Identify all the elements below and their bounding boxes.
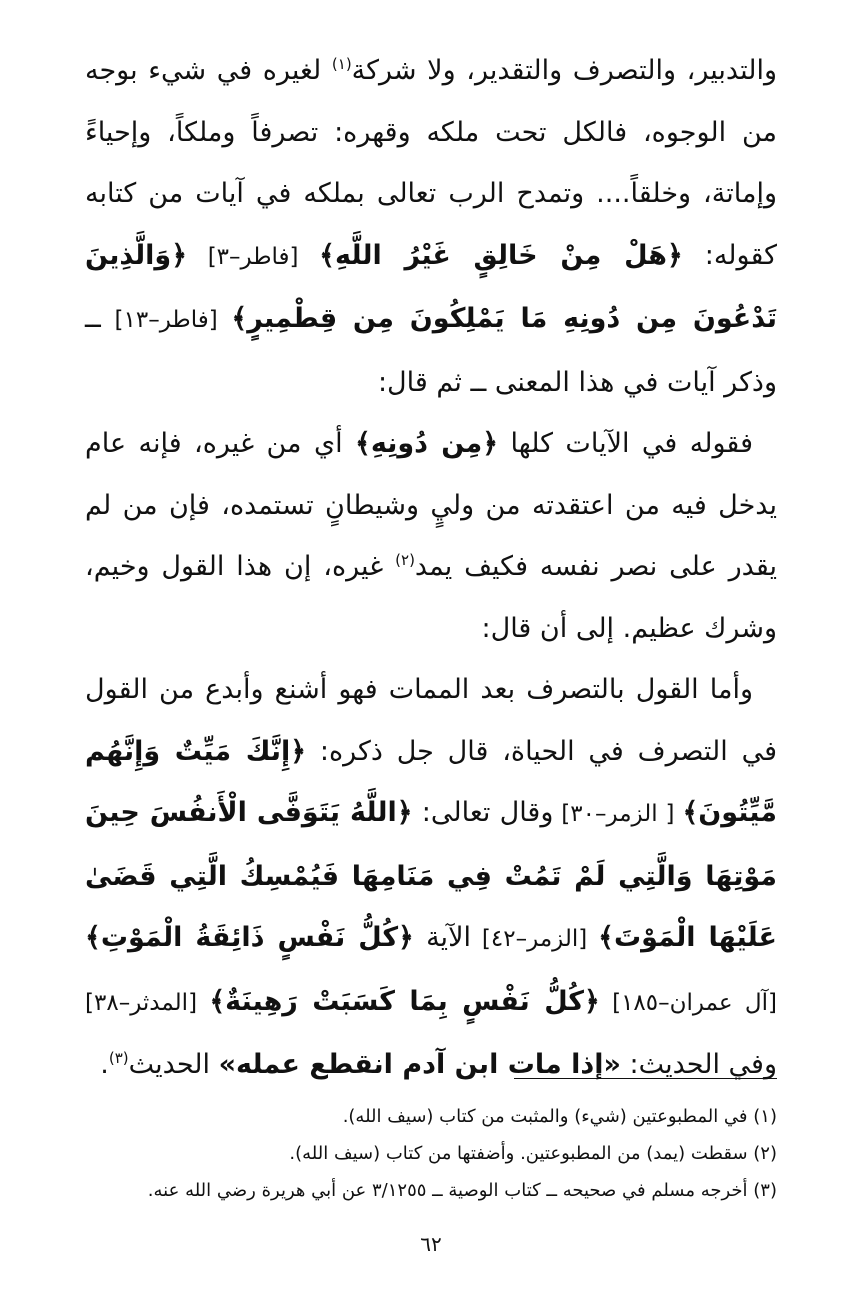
quran-verse: ﴿وَالَّذِينَ تَدْعُونَ مِن دُونِهِ مَا يَمْلِكُونَ مِن قِطْمِيرٍ﴾ bbox=[85, 239, 777, 334]
quran-verse: ﴿كُلُّ نَفْسٍ بِمَا كَسَبَتْ رَهِينَةٌ﴾ bbox=[209, 985, 600, 1017]
verse-reference: [الزمر–٤٢] bbox=[470, 926, 599, 952]
footnote-separator bbox=[514, 1078, 777, 1079]
verse-reference: [فاطر–٣] bbox=[187, 243, 320, 270]
footnote-marker-3[interactable]: (٣) bbox=[108, 1049, 129, 1067]
paragraph-2 bbox=[85, 413, 777, 659]
page-number: ٦٢ bbox=[420, 1232, 442, 1256]
verse-reference: [المدثر–٣٨] bbox=[85, 989, 210, 1016]
hadith-quote: «إذا مات ابن آدم انقطع عمله» bbox=[218, 1049, 621, 1080]
footnote-marker-2[interactable]: (٢) bbox=[395, 551, 415, 569]
quran-verse: ﴿كُلُّ نَفْسٍ ذَائِقَةُ الْمَوْتِ﴾ bbox=[85, 922, 414, 953]
quran-verse: ﴿هَلْ مِنْ خَالِقٍ غَيْرُ اللَّهِ﴾ bbox=[319, 239, 683, 271]
quran-verse: ﴿اللَّهُ يَتَوَفَّى الْأَنفُسَ حِينَ مَوْتِهَا وَالَّتِي لَمْ تَمُتْ فِي مَنَامِهَا فَيُمْسِكُ الَّتِي قَضَىٰ عَلَيْهَا الْمَوْتَ﴾ bbox=[85, 797, 777, 953]
paragraph-3 bbox=[85, 659, 777, 1096]
footnote-3: (٣) أخرجه مسلم في صحيحه ــ كتاب الوصية ــ ٣/١٢٥٥ عن أبي هريرة رضي الله عنه. bbox=[147, 1180, 777, 1201]
text-run: أي من غيره، فإنه عام يدخل فيه من اعتقدته من وليٍ وشيطانٍ تستمده، فإن من لم يقدر على نصر نفسه فكيف يمد bbox=[85, 428, 777, 582]
main-text bbox=[85, 40, 777, 1096]
text-run: غيره، إن هذا القول وخيم، وشرك عظيم. إلى أن قال: bbox=[85, 551, 777, 644]
text-run: وقال تعالى: bbox=[412, 797, 554, 828]
text-run: الآية bbox=[413, 922, 471, 953]
text-run: والتدبير، والتصرف والتقدير، ولا شركة bbox=[351, 55, 777, 86]
verse-reference: [آل عمران–١٨٥] bbox=[599, 989, 777, 1016]
footnotes bbox=[85, 1098, 777, 1209]
text-run: فقوله في الآيات كلها bbox=[498, 428, 753, 459]
text-run: وأما القول بالتصرف بعد الممات فهو أشنع وأبدع من القول في التصرف في الحياة، قال جل ذكره: bbox=[85, 674, 777, 767]
text-run: الحديث bbox=[128, 1049, 219, 1080]
verse-reference: [فاطر–١٣] bbox=[100, 307, 232, 333]
text-run: لغيره في شيء بوجه من الوجوه، فالكل تحت ملكه وقهره: تصرفاً وملكاً، وإحياءً وإماتة، وخلقاً.... وتمدح الرب تعالى بملكه في آيات من كتابه كقوله: bbox=[85, 55, 777, 271]
text-run: . bbox=[100, 1049, 109, 1080]
footnote-2: (٢) سقطت (يمد) من المطبوعتين. وأضفتها من كتاب (سيف الله). bbox=[289, 1143, 777, 1164]
paragraph-1 bbox=[85, 40, 777, 413]
text-run: وفي الحديث: bbox=[620, 1049, 777, 1080]
footnote-marker-1[interactable]: (١) bbox=[331, 55, 352, 73]
quran-verse: ﴿إِنَّكَ مَيِّتٌ وَإِنَّهُم مَّيِّتُونَ﴾ bbox=[85, 735, 777, 828]
text-run: ــ وذكر آيات في هذا المعنى ــ ثم قال: bbox=[85, 303, 777, 398]
footnote-1: (١) في المطبوعتين (شيء) والمثبت من كتاب (سيف الله). bbox=[342, 1106, 777, 1127]
verse-reference: [ الزمر–٣٠] bbox=[553, 801, 683, 827]
quran-verse: ﴿مِن دُونِهِ﴾ bbox=[355, 428, 499, 459]
